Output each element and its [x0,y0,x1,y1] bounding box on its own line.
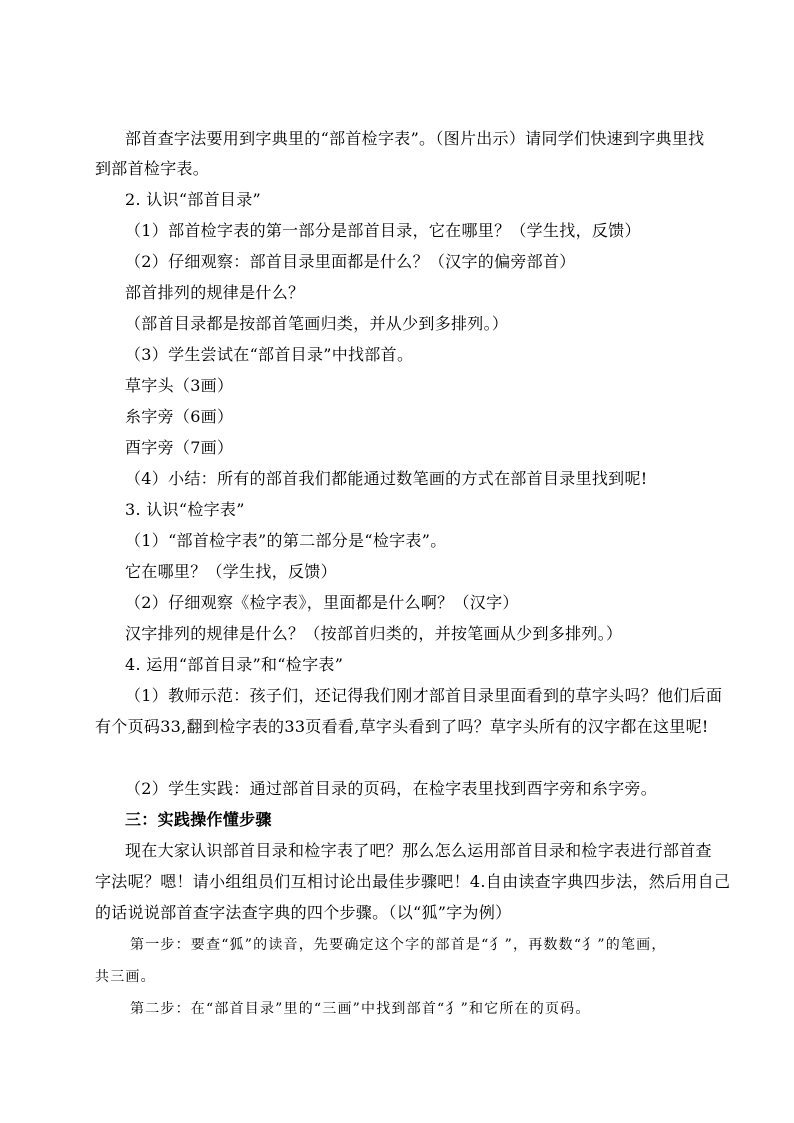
list-item: （1）教师示范：孩子们，还记得我们刚才部首目录里面看到的草字头吗？他们后面 [125,686,723,705]
paragraph-line: 部首排列的规律是什么？ [125,283,305,302]
list-item: （2）仔细观察：部首目录里面都是什么？（汉字的偏旁部首） [125,252,576,271]
list-item: （2）仔细观察《检字表》，里面都是什么啊？（汉字） [125,593,519,612]
list-item: （2）学生实践：通过部首目录的页码，在检字表里找到酉字旁和糸字旁。 [125,779,658,798]
list-item: （1）“部首检字表”的第二部分是“检字表”。 [125,531,447,550]
radical-example: 糸字旁（6画） [125,407,234,426]
paragraph-line-2: 到部首检字表。 [95,159,210,178]
step-one-line: 第一步：要查“狐”的读音，先要确定这个字的部首是“犭”，再数数“犭”的笔画， [130,937,667,953]
radical-example: 酉字旁（7画） [125,438,234,457]
step-one-line: 共三画。 [95,969,156,985]
paragraph-line: 现在大家认识部首目录和检字表了吧？那么怎么运用部首目录和检字表进行部首查 [125,841,712,860]
paragraph-line: 有个页码33,翻到检字表的33页看看,草字头看到了吗？草字头所有的汉字都在这里呢! [95,717,709,736]
paragraph-line: 汉字排列的规律是什么？（按部首归类的，并按笔画从少到多排列。） [125,624,623,643]
section-heading-3: 3. 认识“检字表” [125,500,245,519]
paragraph-line: 字法呢？嗯！请小组组员们互相讨论出最佳步骤吧！4.自由读查字典四步法，然后用自己 [95,872,731,891]
paragraph-line-1: 部首查字法要用到字典里的“部首检字表”。（图片出示）请同学们快速到字典里找 [125,129,705,148]
section-heading-2: 2. 认识“部首目录” [125,190,262,209]
list-item: （3）学生尝试在“部首目录”中找部首。 [125,345,414,364]
paragraph-line: （部首目录都是按部首笔画归类，并从少到多排列。） [125,314,509,333]
section-heading-three: 三：实践操作懂步骤 [125,810,272,829]
paragraph-line: 它在哪里？（学生找，反馈） [125,562,337,581]
list-item: （4）小结：所有的部首我们都能通过数笔画的方式在部首目录里找到呢! [125,469,648,488]
radical-example: 草字头（3画） [125,376,234,395]
list-item: （1）部首检字表的第一部分是部首目录，它在哪里？（学生找，反馈） [125,221,641,240]
section-heading-4: 4. 运用“部首目录”和“检字表” [125,655,344,674]
paragraph-line: 的话说说部首查字法查字典的四个步骤。（以“狐”字为例） [95,903,512,922]
step-two-line: 第二步：在“部首目录”里的“三画”中找到部首“犭”和它所在的页码。 [130,1001,591,1017]
